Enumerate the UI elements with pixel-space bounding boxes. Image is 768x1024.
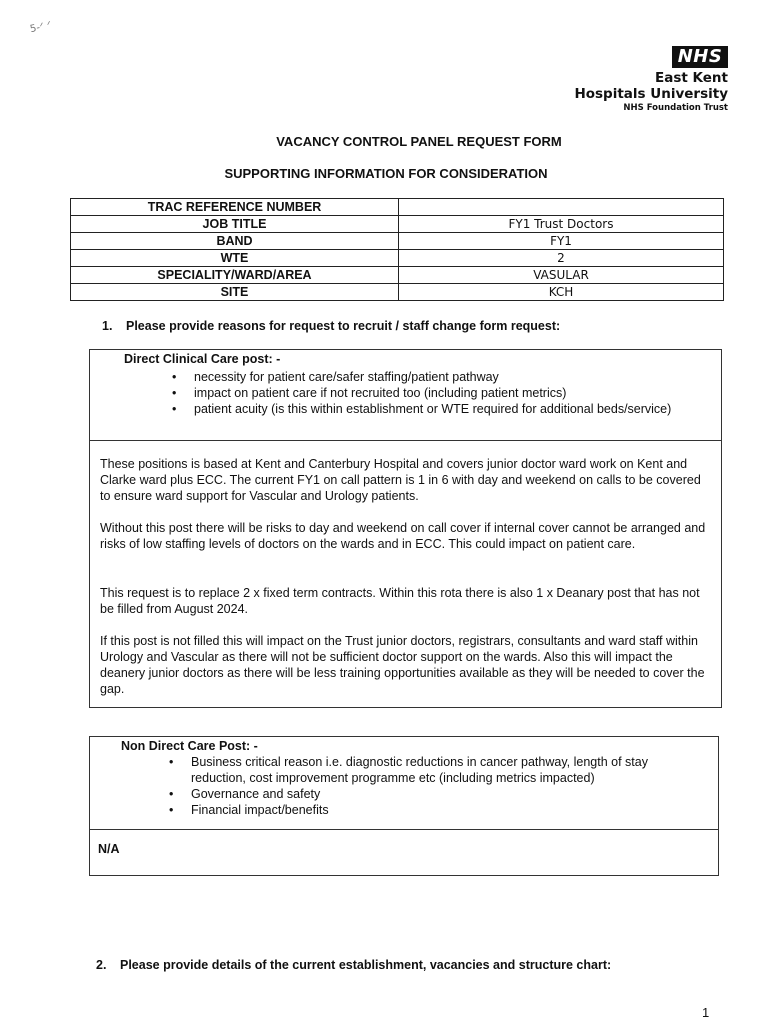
non-direct-care-box (89, 736, 719, 876)
direct-care-bullets (172, 369, 692, 417)
list-item (172, 369, 692, 385)
job-title-label: JOB TITLE (71, 216, 399, 233)
band-label: BAND (71, 233, 399, 250)
bullet-text: Governance and safety (191, 787, 321, 801)
job-title-value: FY1 Trust Doctors (399, 216, 724, 233)
question-2 (96, 958, 611, 972)
organisation-name (574, 70, 728, 114)
band-value: FY1 (399, 233, 724, 250)
non-direct-care-bullets (169, 754, 689, 818)
site-label: SITE (71, 284, 399, 301)
page-number: 1 (702, 1005, 710, 1020)
direct-care-paragraph-2: Without this post there will be risks to day and weekend on call cover if internal cover cannot be arranged and risks of low staffing levels of doctors on the wards and in ECC. This could impact on patient care. (100, 521, 706, 551)
direct-care-paragraph-4: If this post is not filled this will impact on the Trust junior doctors, registrars, consultants and ward staff within Urology and Vascular as there will not be sufficient doctor support on the wards. Also this will impact the deanery junior doctors as there will be less training opportunities available as they will be needed to cover the gap. (100, 634, 705, 696)
bullet-text: Financial impact/benefits (191, 803, 329, 817)
question-1-number: 1. (102, 319, 113, 333)
bullet-icon: • (172, 402, 177, 416)
bullet-icon: • (172, 386, 177, 400)
list-item (172, 385, 692, 401)
table-row (71, 284, 724, 301)
question-1 (102, 319, 560, 333)
bullet-text: patient acuity (is this within establishment or WTE required for additional beds/service) (194, 402, 672, 416)
direct-care-box (89, 349, 722, 708)
question-1-text: Please provide reasons for request to recruit / staff change form request: (126, 319, 561, 333)
direct-care-title: Direct Clinical Care post: - (124, 352, 281, 366)
wte-value: 2 (399, 250, 724, 267)
direct-care-paragraph-1: These positions is based at Kent and Canterbury Hospital and covers junior doctor ward work on Kent and Clarke ward plus ECC. The current FY1 on call pattern is 1 in 6 with day and weekend on calls to be covered to ensure ward support for Vascular and Urology patients. (100, 457, 701, 503)
table-row (71, 250, 724, 267)
direct-care-paragraph-3: This request is to replace 2 x fixed term contracts. Within this rota there is also 1 x Deanary post that has not be filled from August 2024. (100, 586, 700, 616)
org-name-line2: Hospitals University (574, 86, 728, 102)
list-item (169, 754, 689, 786)
bullet-icon: • (169, 803, 174, 817)
nhs-logo: NHS (672, 46, 728, 68)
non-direct-care-header (90, 737, 718, 830)
org-name-line1: East Kent (655, 70, 728, 86)
scan-mark: 5-ᐟ ᐟ (29, 19, 53, 36)
bullet-icon: • (172, 370, 177, 384)
bullet-text: necessity for patient care/safer staffing/patient pathway (194, 370, 499, 384)
speciality-value: VASULAR (399, 267, 724, 284)
trac-reference-label: TRAC REFERENCE NUMBER (71, 199, 399, 216)
org-name-line3: NHS Foundation Trust (623, 103, 728, 113)
table-row (71, 216, 724, 233)
wte-label: WTE (71, 250, 399, 267)
form-title: VACANCY CONTROL PANEL REQUEST FORM (276, 134, 562, 149)
list-item (169, 786, 689, 802)
table-row (71, 267, 724, 284)
info-table (70, 198, 724, 301)
direct-care-header (90, 350, 721, 441)
table-row (71, 233, 724, 250)
question-2-number: 2. (96, 958, 107, 972)
bullet-text: impact on patient care if not recruited too (including patient metrics) (194, 386, 567, 400)
question-2-text: Please provide details of the current establishment, vacancies and structure chart: (120, 958, 612, 972)
trac-reference-value (399, 199, 724, 216)
form-subtitle: SUPPORTING INFORMATION FOR CONSIDERATION (224, 166, 548, 181)
bullet-text: Business critical reason i.e. diagnostic reductions in cancer pathway, length of stay reduction, cost improvement programme etc (including metrics impacted) (191, 755, 648, 785)
non-direct-care-title: Non Direct Care Post: - (121, 739, 258, 753)
list-item (172, 401, 692, 417)
table-row (71, 199, 724, 216)
site-value: KCH (399, 284, 724, 301)
non-direct-care-answer: N/A (98, 842, 120, 856)
bullet-icon: • (169, 755, 174, 769)
bullet-icon: • (169, 787, 174, 801)
list-item (169, 802, 689, 818)
speciality-label: SPECIALITY/WARD/AREA (71, 267, 399, 284)
